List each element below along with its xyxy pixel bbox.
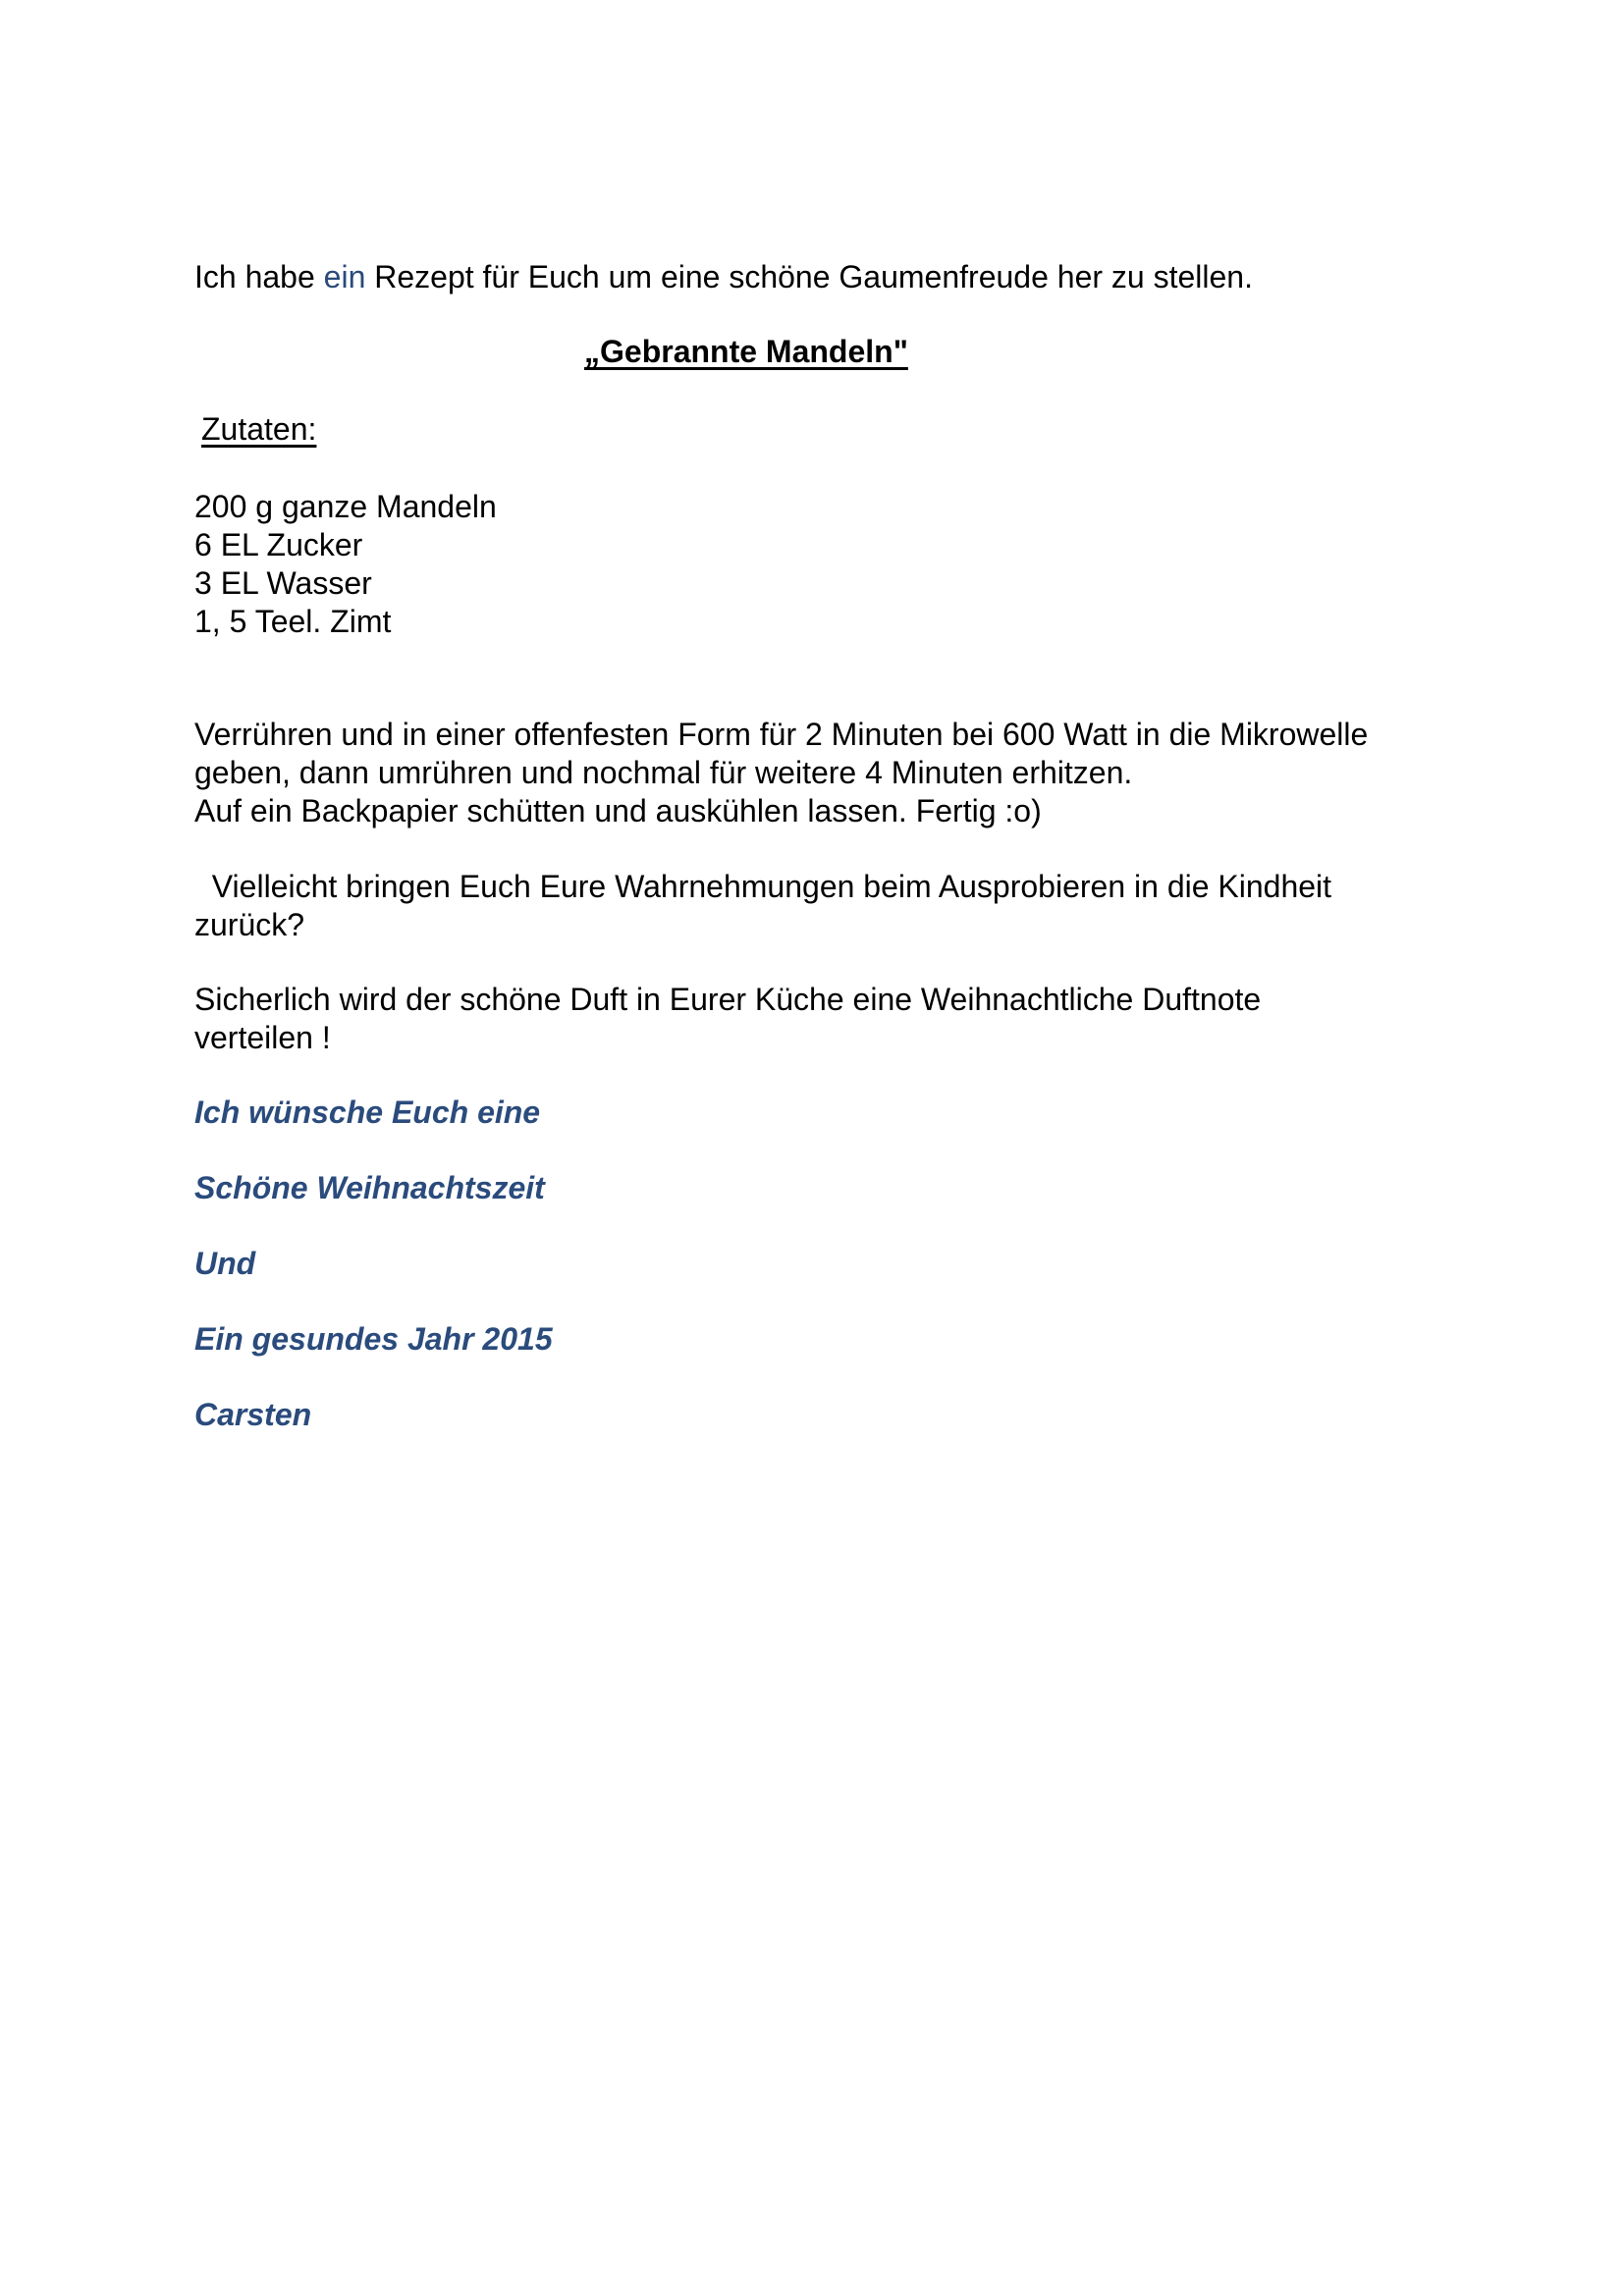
scent-line: Sicherlich wird der schöne Duft in Eurer Küche eine Weihnachtliche Duftnote bbox=[194, 982, 1262, 1017]
childhood-line: zurück? bbox=[194, 907, 305, 942]
ingredients-heading-text: Zutaten: bbox=[201, 411, 317, 447]
intro-highlight-word: ein bbox=[323, 259, 366, 294]
scent-line: verteilen ! bbox=[194, 1020, 331, 1055]
instructions-paragraph bbox=[194, 716, 1471, 830]
ingredients-list bbox=[194, 488, 1471, 641]
greeting-and: Und bbox=[194, 1246, 256, 1281]
recipe-title: „Gebrannte Mandeln" bbox=[584, 334, 908, 369]
intro-line bbox=[194, 258, 1253, 296]
ingredient-item: 6 EL Zucker bbox=[194, 527, 363, 562]
childhood-paragraph bbox=[194, 868, 1471, 944]
intro-text-before: Ich habe bbox=[194, 259, 324, 294]
ingredients-heading bbox=[201, 410, 316, 449]
ingredient-item: 3 EL Wasser bbox=[194, 565, 372, 601]
greeting-christmas: Schöne Weihnachtszeit bbox=[194, 1170, 545, 1205]
greeting-wish: Ich wünsche Euch eine bbox=[194, 1095, 541, 1130]
intro-text-after: Rezept für Euch um eine schöne Gaumenfreude her zu stellen. bbox=[365, 259, 1253, 294]
childhood-line: Vielleicht bringen Euch Eure Wahrnehmungen beim Ausprobieren in die Kindheit bbox=[194, 869, 1332, 904]
greeting-new-year: Ein gesundes Jahr 2015 bbox=[194, 1321, 553, 1357]
instructions-line: Auf ein Backpapier schütten und auskühlen lassen. Fertig :o) bbox=[194, 793, 1042, 828]
scent-paragraph bbox=[194, 981, 1471, 1057]
signature-name: Carsten bbox=[194, 1397, 312, 1432]
instructions-line: geben, dann umrühren und nochmal für weitere 4 Minuten erhitzen. bbox=[194, 755, 1133, 790]
instructions-line: Verrühren und in einer offenfesten Form für 2 Minuten bei 600 Watt in die Mikrowelle bbox=[194, 717, 1369, 752]
ingredient-item: 200 g ganze Mandeln bbox=[194, 489, 497, 524]
ingredient-item: 1, 5 Teel. Zimt bbox=[194, 604, 392, 639]
